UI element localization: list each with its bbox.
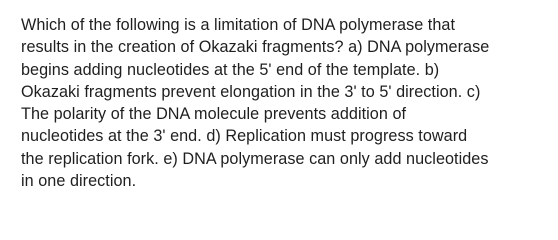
- question-line: Which of the following is a limitation of DNA polymerase that: [21, 16, 456, 34]
- question-line: results in the creation of Okazaki fragments? a) DNA polymerase: [21, 38, 490, 57]
- question-text: [21, 14, 546, 192]
- question-line: begins adding nucleotides at the 5' end of the template. b): [21, 60, 440, 79]
- question-line: nucleotides at the 3' end. d) Replication must progress toward: [21, 127, 468, 146]
- question-line: The polarity of the DNA molecule prevents addition of: [21, 105, 407, 124]
- question-line: in one direction.: [21, 172, 137, 191]
- question-line: the replication fork. e) DNA polymerase can only add nucleotides: [21, 149, 489, 168]
- question-line: Okazaki fragments prevent elongation in the 3' to 5' direction. c): [21, 82, 481, 101]
